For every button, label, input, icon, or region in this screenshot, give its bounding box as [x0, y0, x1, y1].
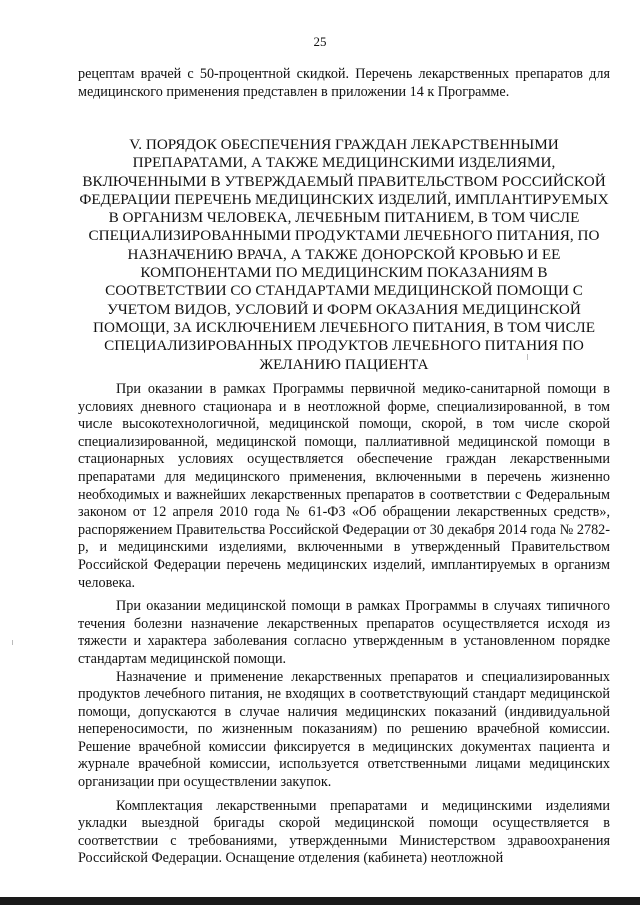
paragraph: Назначение и применение лекарственных препаратов и специализированных продуктов лечебного питания, не входящих в соответствующий стандарт медицинской помощи, допускаются в случае наличия медицинских показаний (индивидуальной непереносимости, по жизненным показаниям) по решению врачебной комиссии. Решение врачебной комиссии фиксируется в медицинских документах пациента и журнале врачебной комиссии, используется ответственными лицами медицинских организации при осуществлении закупок. — [78, 668, 610, 791]
paragraph: При оказании в рамках Программы первичной медико-санитарной помощи в условиях дневного стационара и в неотложной форме, специализированной, в том числе высокотехнологичной, медицинской помощи, скорой, в том числе скорой специализированной, медицинской помощи, паллиативной медицинской помощи в стационарных условиях осуществляется обеспечение граждан лекарственными препаратами для медицинского применения, включенными в перечень жизненно необходимых и важнейших лекарственных препаратов в соответствии с Федеральным законом от 12 апреля 2010 года № 61-ФЗ «Об обращении лекарственных средств», распоряжением Правительства Российской Федерации от 30 декабря 2014 года № 2782-р, и медицинскими изделиями, включенными в утвержденный Правительством Российской Федерации перечень медицинских изделий, имплантируемых в организм человека. — [78, 381, 610, 591]
scan-artifact — [527, 354, 528, 360]
paragraph: При оказании медицинской помощи в рамках Программы в случаях типичного течения болезни назначение лекарственных препаратов осуществляется исходя из тяжести и характера заболевания согласно утвержденным в установленном порядке стандартам медицинской помощи. — [78, 598, 610, 667]
continuation-paragraph: рецептам врачей с 50-процентной скидкой. Перечень лекарственных препаратов для медицинского применения представлен в приложении 14 к Программе. — [78, 66, 610, 100]
scan-artifact — [12, 640, 13, 645]
page-number: 25 — [313, 34, 327, 49]
section-body — [78, 381, 610, 868]
section-heading: V. ПОРЯДОК ОБЕСПЕЧЕНИЯ ГРАЖДАН ЛЕКАРСТВЕННЫМИ ПРЕПАРАТАМИ, А ТАКЖЕ МЕДИЦИНСКИМИ ИЗДЕЛИЯМИ, ВКЛЮЧЕННЫМИ В УТВЕРЖДАЕМЫЙ ПРАВИТЕЛЬСТВОМ РОССИЙСКОЙ ФЕДЕРАЦИИ ПЕРЕЧЕНЬ МЕДИЦИНСКИХ ИЗДЕЛИЙ, ИМПЛАНТИРУЕМЫХ В ОРГАНИЗМ ЧЕЛОВЕКА, ЛЕЧЕБНЫМ ПИТАНИЕМ, В ТОМ ЧИСЛЕ СПЕЦИАЛИЗИРОВАННЫМИ ПРОДУКТАМИ ЛЕЧЕБНОГО ПИТАНИЯ, ПО НАЗНАЧЕНИЮ ВРАЧА, А ТАКЖЕ ДОНОРСКОЙ КРОВЬЮ И ЕЕ КОМПОНЕНТАМИ ПО МЕДИЦИНСКИМ ПОКАЗАНИЯМ В СООТВЕТСТВИИ СО СТАНДАРТАМИ МЕДИЦИНСКОЙ ПОМОЩИ С УЧЕТОМ ВИДОВ, УСЛОВИЙ И ФОРМ ОКАЗАНИЯ МЕДИЦИНСКОЙ ПОМОЩИ, ЗА ИСКЛЮЧЕНИЕМ ЛЕЧЕБНОГО ПИТАНИЯ, В ТОМ ЧИСЛЕ СПЕЦИАЛИЗИРОВАННЫХ ПРОДУКТОВ ЛЕЧЕБНОГО ПИТАНИЯ ПО ЖЕЛАНИЮ ПАЦИЕНТА — [79, 136, 609, 373]
paragraph: Комплектация лекарственными препаратами и медицинскими изделиями укладки выездной бригады скорой медицинской помощи осуществляется в соответствии с требованиями, утвержденными Министерством здравоохранения Российской Федерации. Оснащение отделения (кабинета) неотложной — [78, 797, 610, 867]
scan-bottom-edge — [0, 897, 640, 905]
